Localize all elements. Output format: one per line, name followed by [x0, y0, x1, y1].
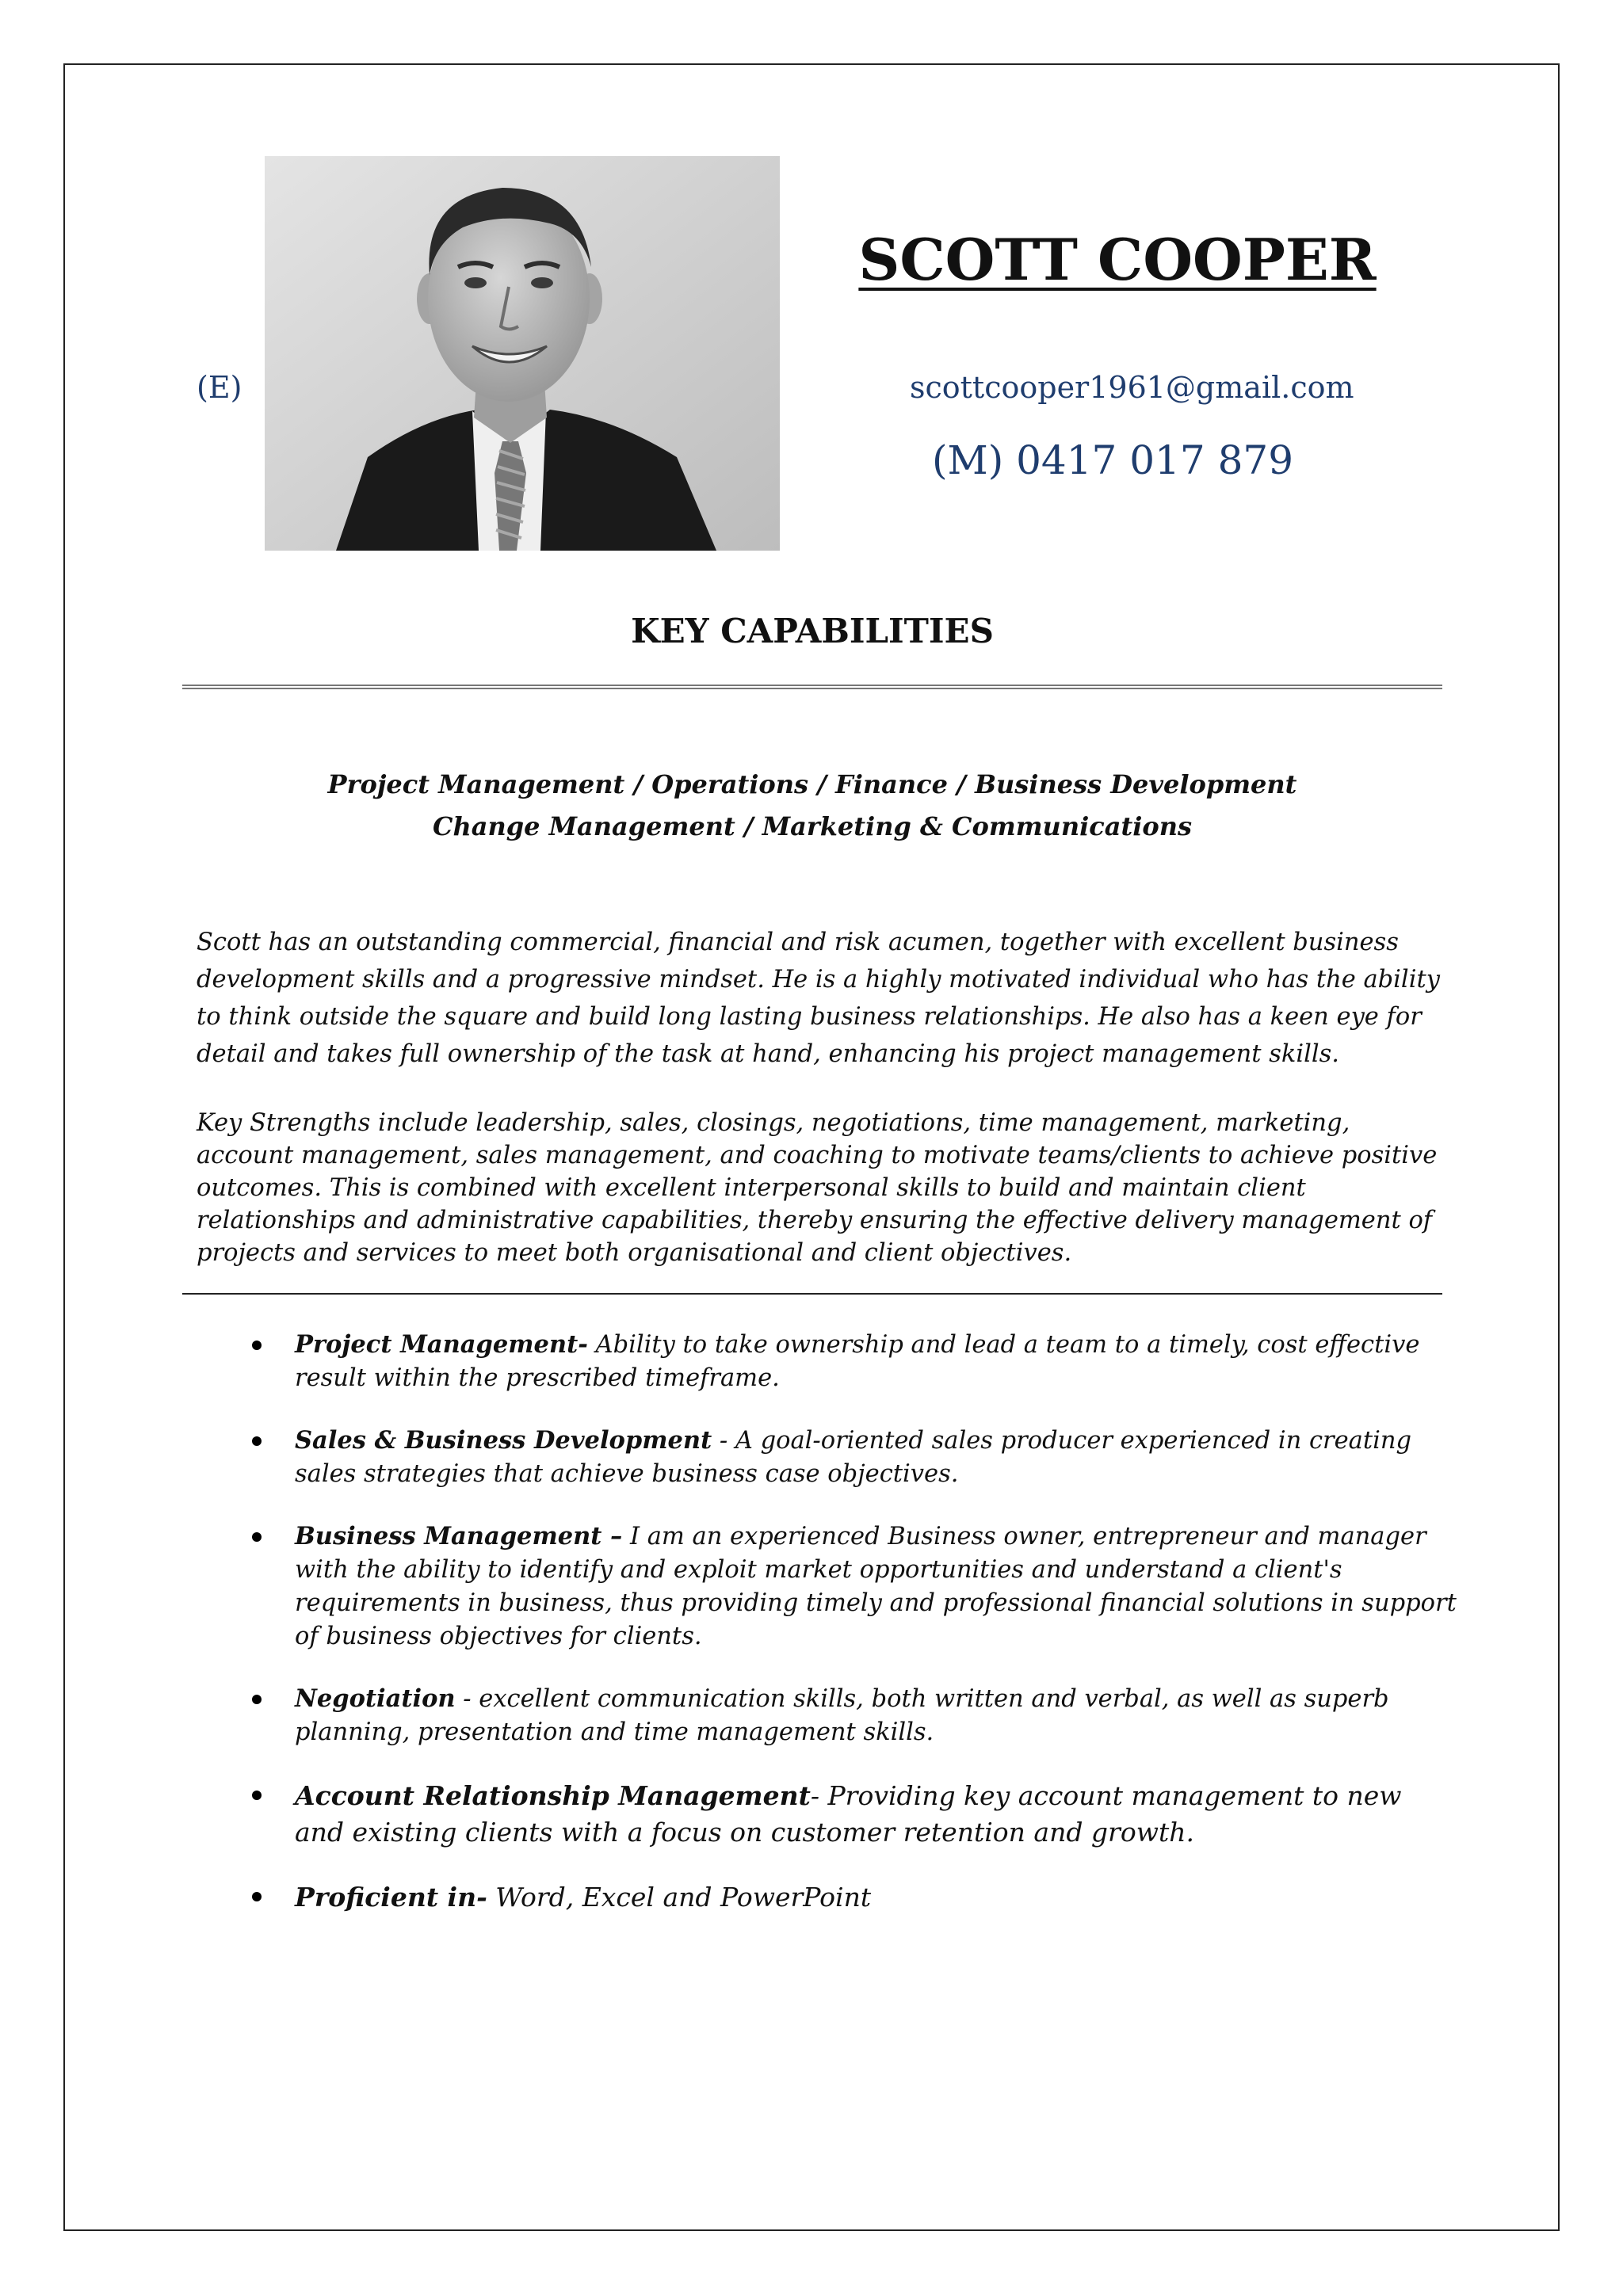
- bullet-text: - excellent communication skills, both written and verbal, as well as superb planning, presentation and time management skills.: [295, 1685, 1389, 1746]
- key-strengths-paragraph: Key Strengths include leadership, sales, closings, negotiations, time management, marketing, account management, sales management, and coaching to motivate teams/clients to achieve positive outcomes. This is combined with excellent interpersonal skills to build and maintain client relationships and administrative capabilities, thereby ensuring the effective delivery management of projects and services to meet both organisational and client objectives.: [197, 1109, 1438, 1267]
- list-item: [238, 1879, 1458, 1916]
- list-item: [238, 1778, 1458, 1851]
- capabilities-bullet-list: [238, 1328, 1458, 1944]
- bullet-term: Sales & Business Development: [295, 1426, 712, 1455]
- bullet-text: Word, Excel and PowerPoint: [487, 1882, 872, 1913]
- profile-summary-paragraph: Scott has an outstanding commercial, financial and risk acumen, together with excellent business development skills and a progressive mindset. He is a highly motivated individual who has the ability to think outside the square and build long lasting business relationships. He also has a keen eye for detail and takes full ownership of the task at hand, enhancing his project management skills.: [197, 929, 1440, 1068]
- bullet-icon: [252, 1892, 262, 1901]
- bullet-text: I am an experienced Business owner, entrepreneur and manager with the ability to identify and exploit market opportunities and understand a client's requirements in business, thus providing timely and professional financial solutions in support of business objectives for clients.: [295, 1523, 1457, 1650]
- list-item: [238, 1520, 1458, 1653]
- bullet-icon: [252, 1341, 262, 1350]
- mobile-number[interactable]: (M) 0417 017 879: [932, 437, 1294, 483]
- capabilities-subheading-1: Project Management / Operations / Finance / Business Development: [327, 769, 1297, 799]
- email-address[interactable]: scottcooper1961@gmail.com: [910, 370, 1354, 405]
- bullet-term: Project Management-: [295, 1330, 588, 1359]
- bullet-term: Proficient in-: [295, 1882, 487, 1913]
- bullet-icon: [252, 1436, 262, 1446]
- bullet-icon: [252, 1791, 262, 1800]
- bullet-icon: [252, 1532, 262, 1542]
- bullet-text: Ability to take ownership and lead a team to a timely, cost effective result within the prescribed timeframe.: [295, 1331, 1420, 1392]
- list-item: [238, 1682, 1458, 1749]
- section-divider: [182, 1293, 1442, 1295]
- bullet-icon: [252, 1695, 262, 1704]
- list-item: [238, 1328, 1458, 1395]
- key-capabilities-heading: KEY CAPABILITIES: [631, 612, 994, 650]
- bullet-text: - Providing key account management to new and existing clients with a focus on customer retention and growth.: [295, 1780, 1402, 1848]
- bullet-text: - A goal-oriented sales producer experienced in creating sales strategies that achieve business case objectives.: [295, 1427, 1412, 1488]
- profile-photo: [265, 156, 780, 551]
- capabilities-subheading-2: Change Management / Marketing & Communications: [432, 811, 1193, 841]
- candidate-name: SCOTT COOPER: [858, 226, 1377, 293]
- bullet-term: Account Relationship Management: [295, 1780, 811, 1811]
- double-divider: [182, 685, 1442, 689]
- email-prefix-label: (E): [197, 370, 242, 405]
- bullet-term: Business Management –: [295, 1522, 623, 1550]
- list-item: [238, 1424, 1458, 1491]
- bullet-term: Negotiation: [295, 1684, 456, 1713]
